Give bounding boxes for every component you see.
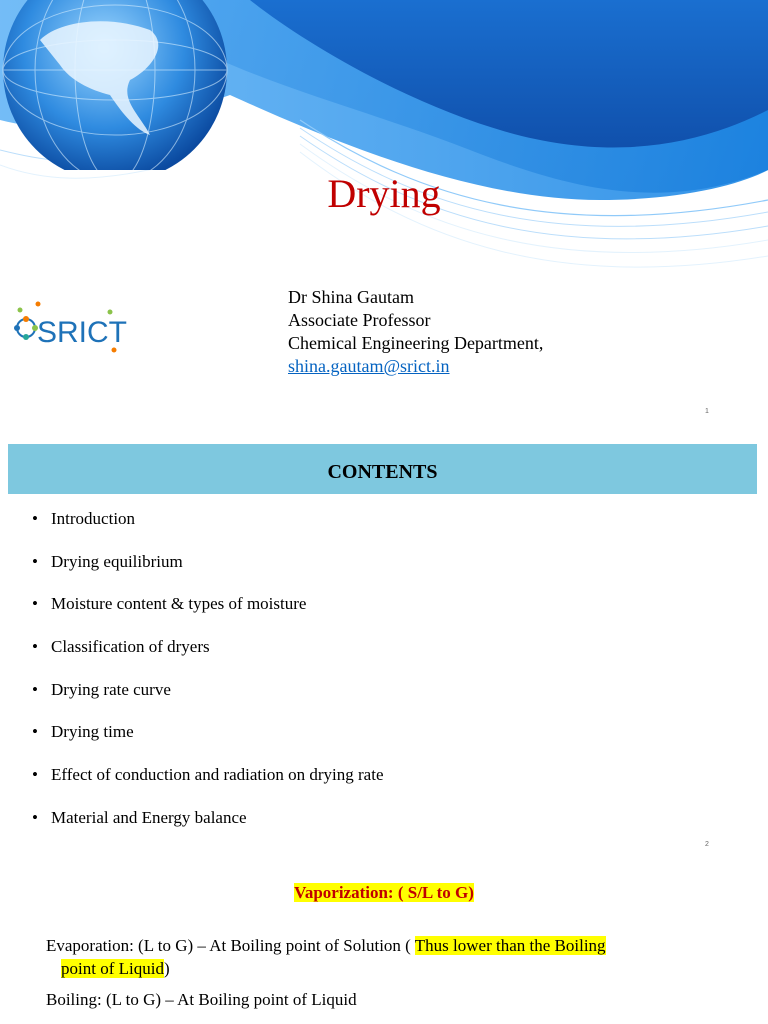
bullet: • <box>32 765 38 785</box>
contents-slide <box>0 436 768 861</box>
list-item <box>32 765 384 808</box>
contents-heading: CONTENTS <box>327 461 438 483</box>
vaporization-heading-text: Vaporization: ( S/L to G) <box>294 883 474 902</box>
list-item <box>32 637 384 680</box>
bullet: • <box>32 722 38 742</box>
vaporization-heading <box>0 883 768 903</box>
title-slide <box>0 0 768 425</box>
bullet: • <box>32 594 38 614</box>
list-item <box>32 509 384 552</box>
closing-paren: ) <box>163 959 170 978</box>
bullet: • <box>32 509 38 528</box>
logo-text: SRICT <box>37 316 127 349</box>
evaporation-line <box>46 934 726 980</box>
list-item-text: Material and Energy balance <box>51 807 247 827</box>
bullet: • <box>32 679 38 699</box>
boiling-text: Boiling: (L to G) – At Boiling point of Liquid <box>46 990 357 1009</box>
globe-icon <box>0 0 240 170</box>
slide-title: Drying <box>327 171 441 216</box>
list-item <box>32 722 384 765</box>
bullet: • <box>32 637 38 657</box>
list-item-text: Moisture content & types of moisture <box>51 594 307 614</box>
evaporation-text: Evaporation: (L to G) – At Boiling point of Solution ( <box>46 936 415 955</box>
list-item <box>32 594 384 637</box>
author-email-link[interactable]: shina.gautam@srict.in <box>288 356 450 376</box>
contents-list <box>32 509 384 851</box>
bullet: • <box>32 551 38 571</box>
list-item-text: Drying equilibrium <box>51 551 183 571</box>
contents-header-bar <box>8 444 757 494</box>
list-item <box>32 808 384 851</box>
author-department: Chemical Engineering Department, <box>288 333 544 353</box>
boiling-line <box>46 988 726 1011</box>
highlighted-text: Thus lower than the Boiling <box>414 936 606 955</box>
bullet: • <box>32 807 38 827</box>
list-item-text: Drying rate curve <box>51 679 171 699</box>
author-name: Dr Shina Gautam <box>288 287 414 307</box>
page-number: 1 <box>705 408 709 415</box>
list-item-text: Drying time <box>51 722 134 742</box>
list-item-text: Classification of dryers <box>51 637 210 657</box>
list-item-text: Introduction <box>51 509 136 528</box>
author-position: Associate Professor <box>288 310 431 330</box>
page-number: 2 <box>705 841 709 848</box>
vaporization-slide <box>0 868 768 1024</box>
list-item <box>32 552 384 595</box>
list-item <box>32 680 384 723</box>
highlighted-text: point of Liquid <box>61 959 164 978</box>
author-block <box>288 286 543 378</box>
list-item-text: Effect of conduction and radiation on drying rate <box>51 765 384 785</box>
